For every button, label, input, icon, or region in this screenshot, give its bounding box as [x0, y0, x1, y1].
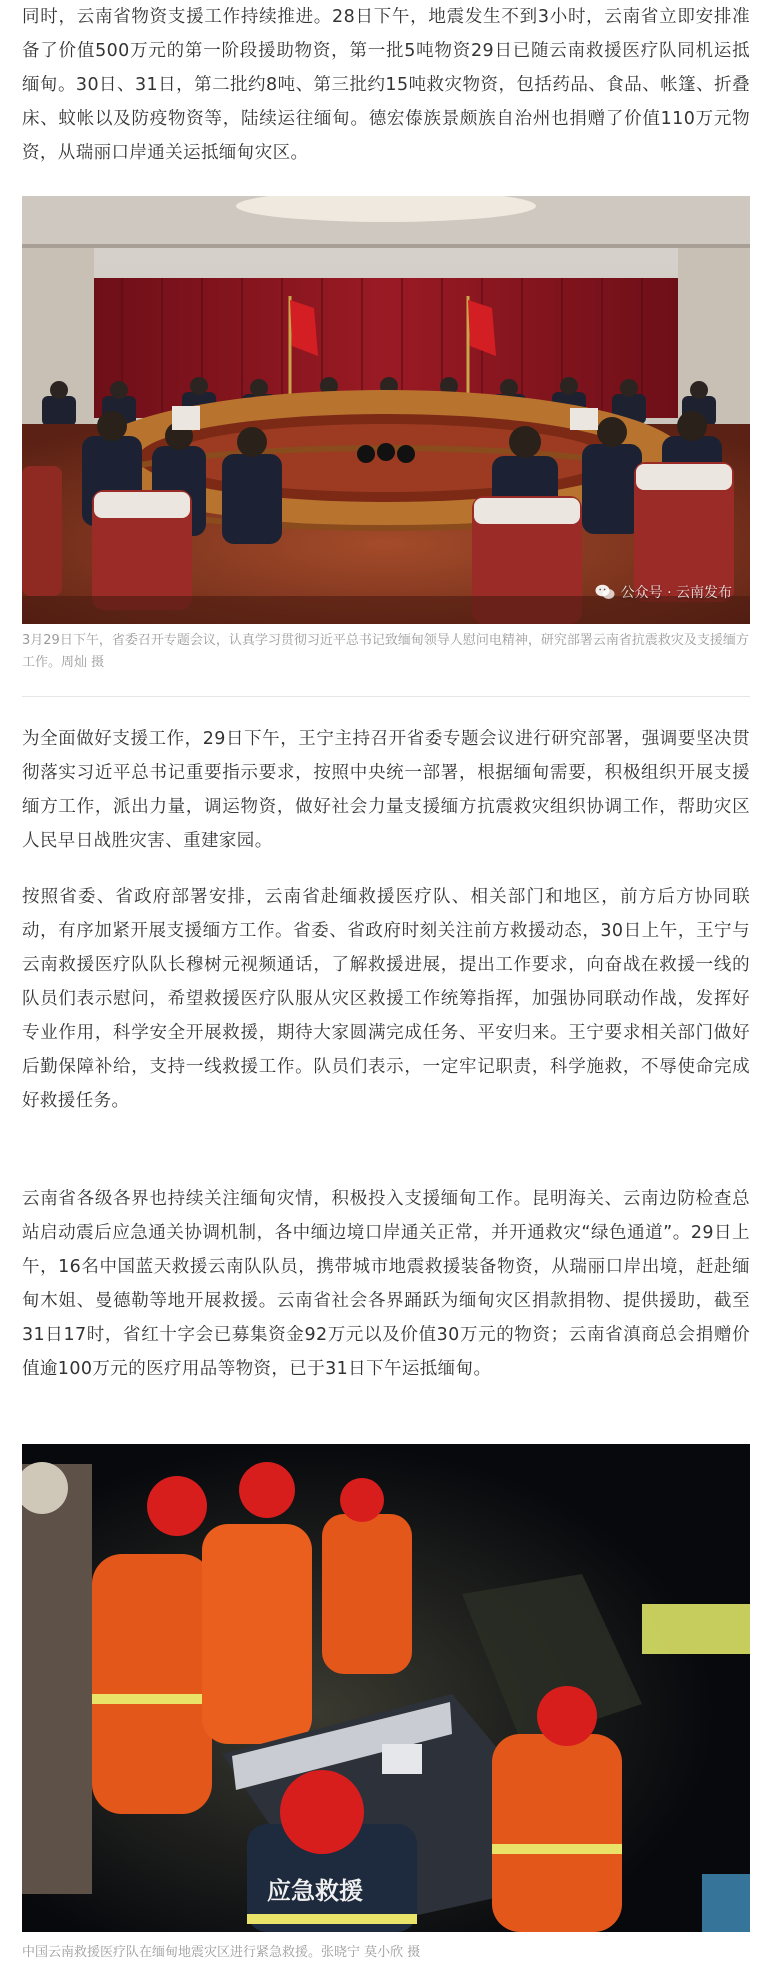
wechat-icon [595, 584, 615, 600]
photo-2-caption: 中国云南救援医疗队在缅甸地震灾区进行紧急救援。张晓宁 莫小欣 摄 [22, 1945, 421, 1960]
paragraph-3-block [22, 880, 750, 1118]
caption-divider [22, 696, 750, 697]
vest-lettering: 应急救援 [267, 1877, 363, 1905]
caption-2-block [22, 1942, 750, 1964]
paragraph-1: 同时，云南省物资支援工作持续推进。28日下午，地震发生不到3小时，云南省立即安排准备了价值500万元的第一阶段援助物资，第一批5吨物资29日已随云南救援医疗队同机运抵缅甸。30日、31日，第二批约8吨、第三批约15吨救灾物资，包括药品、食品、帐篷、折叠床、蚊帐以及防疫物资等，陆续运往缅甸。德宏傣族景颇族自治州也捐赠了价值110万元物资，从瑞丽口岸通关运抵缅甸灾区。 [22, 7, 750, 163]
meeting-scene-image [22, 196, 750, 624]
photo-1-caption: 3月29日下午，省委召开专题会议，认真学习贯彻习近平总书记致缅甸领导人慰问电精神，研究部署云南省抗震救灾及支援缅方工作。周灿 摄 [22, 633, 749, 670]
paragraph-1-block [22, 0, 750, 170]
caption-1-block [22, 630, 750, 674]
paragraph-2-block [22, 722, 750, 858]
meeting-photo[interactable] [22, 196, 750, 624]
watermark-text: 公众号 · 云南发布 [620, 585, 732, 601]
wechat-watermark [595, 582, 732, 602]
paragraph-3: 按照省委、省政府部署安排，云南省赴缅救援医疗队、相关部门和地区，前方后方协同联动，有序加紧开展支援缅方工作。省委、省政府时刻关注前方救援动态，30日上午，王宁与云南救援医疗队队长穆树元视频通话，了解救援进展，提出工作要求，向奋战在救援一线的队员们表示慰问，希望救援医疗队服从灾区救援工作统筹指挥，加强协同联动作战，发挥好专业作用，科学安全开展救援，期待大家圆满完成任务、平安归来。王宁要求相关部门做好后勤保障补给，支持一线救援工作。队员们表示，一定牢记职责，科学施救，不辱使命完成好救援任务。 [22, 887, 750, 1111]
paragraph-2: 为全面做好支援工作，29日下午，王宁主持召开省委专题会议进行研究部署，强调要坚决贯彻落实习近平总书记重要指示要求，按照中央统一部署，根据缅甸需要，积极组织开展支援缅方工作，派出力量，调运物资，做好社会力量支援缅方抗震救灾组织协调工作，帮助灾区人民早日战胜灾害、重建家园。 [22, 729, 750, 851]
paragraph-4: 云南省各级各界也持续关注缅甸灾情，积极投入支援缅甸工作。昆明海关、云南边防检查总站启动震后应急通关协调机制，各中缅边境口岸通关正常，并开通救灾“绿色通道”。29日上午，16名中国蓝天救援云南队队员，携带城市地震救援装备物资，从瑞丽口岸出境，赶赴缅甸木姐、曼德勒等地开展救援。云南省社会各界踊跃为缅甸灾区捐款捐物、提供援助，截至31日17时，省红十字会已募集资金92万元以及价值30万元的物资；云南省滇商总会捐赠价值逾100万元的医疗用品等物资，已于31日下午运抵缅甸。 [22, 1189, 750, 1379]
rescue-photo[interactable] [22, 1444, 750, 1932]
paragraph-4-block [22, 1182, 750, 1386]
rescue-scene-image [22, 1444, 750, 1932]
